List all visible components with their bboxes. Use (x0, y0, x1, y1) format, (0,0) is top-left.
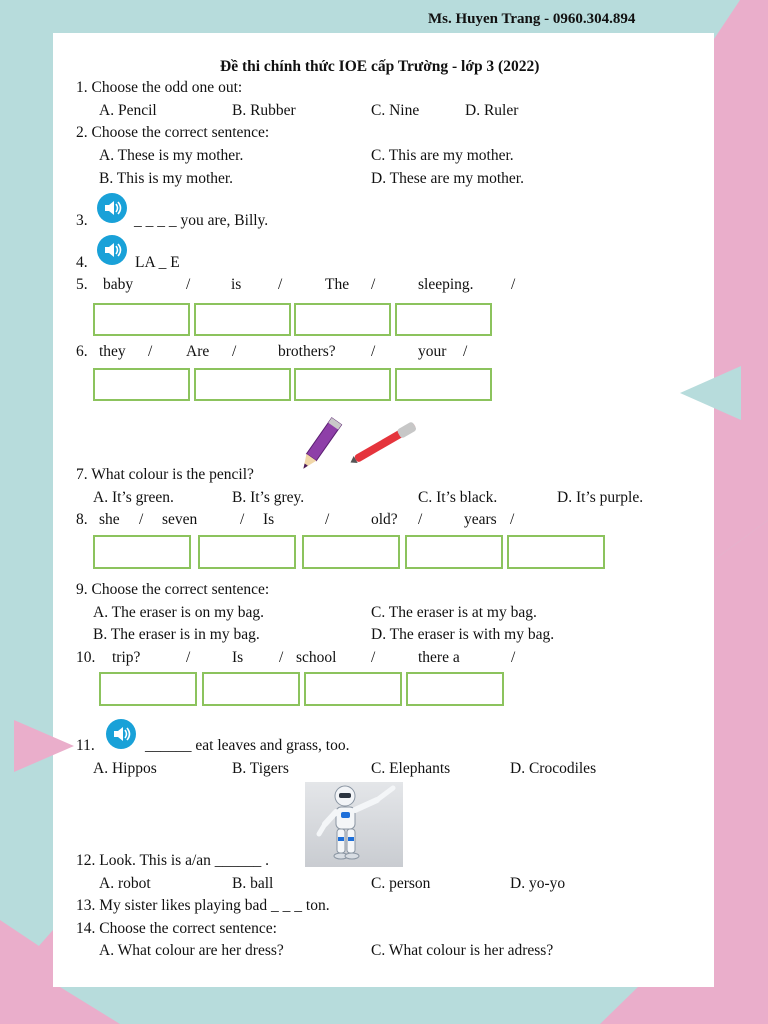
q13-prompt: 13. My sister likes playing bad _ _ _ ton. (76, 897, 330, 914)
answer-box[interactable] (93, 368, 190, 401)
q5-word: / (278, 276, 283, 293)
q2-option-c[interactable]: C. This are my mother. (371, 147, 514, 164)
q14-prompt: 14. Choose the correct sentence: (76, 920, 277, 937)
q5-word: / (371, 276, 376, 293)
q5-word: / (186, 276, 191, 293)
q6-word: Are (186, 343, 210, 360)
q9-prompt: 9. Choose the correct sentence: (76, 581, 270, 598)
answer-box[interactable] (93, 303, 190, 336)
triangle-left-marker (14, 720, 74, 772)
q12-option-b[interactable]: B. ball (232, 875, 274, 892)
q12-prompt: 12. Look. This is a/an ______ . (76, 852, 270, 869)
q11-option-b[interactable]: B. Tigers (232, 760, 289, 777)
q5-word: baby (103, 276, 134, 293)
q11-option-d[interactable]: D. Crocodiles (510, 760, 597, 777)
q10-word: / (511, 649, 516, 666)
q5-word: is (231, 276, 242, 293)
q9-option-a[interactable]: A. The eraser is on my bag. (93, 604, 265, 621)
answer-box[interactable] (405, 535, 503, 569)
q2-option-a[interactable]: A. These is my mother. (99, 147, 244, 164)
answer-box[interactable] (294, 368, 391, 401)
q8-word: Is (263, 511, 275, 528)
q10-word: Is (232, 649, 244, 666)
q11-number: 11. (76, 737, 95, 754)
q3-number: 3. (76, 212, 88, 229)
q10-word: / (371, 649, 376, 666)
answer-box[interactable] (194, 368, 291, 401)
q14-option-a[interactable]: A. What colour are her dress? (99, 942, 284, 959)
answer-box[interactable] (99, 672, 197, 706)
q12-option-c[interactable]: C. person (371, 875, 431, 892)
speaker-icon[interactable] (97, 193, 127, 223)
answer-box[interactable] (194, 303, 291, 336)
q8-word: / (240, 511, 245, 528)
q5-number: 5. (76, 276, 88, 293)
header-credit: Ms. Huyen Trang - 0960.304.894 (428, 11, 636, 27)
triangle-right-marker (680, 366, 742, 420)
q3-text: _ _ _ _ you are, Billy. (134, 212, 269, 229)
q8-word: old? (371, 511, 398, 528)
q11-option-c[interactable]: C. Elephants (371, 760, 451, 777)
q10-word: there a (418, 649, 460, 666)
speaker-icon[interactable] (97, 235, 127, 265)
q12-option-a[interactable]: A. robot (99, 875, 151, 892)
q8-word: seven (162, 511, 198, 528)
q6-word: / (232, 343, 237, 360)
q10-word: trip? (112, 649, 141, 666)
q9-option-d[interactable]: D. The eraser is with my bag. (371, 626, 555, 643)
q6-word: your (418, 343, 447, 360)
q5-word: / (511, 276, 516, 293)
q1-prompt: 1. Choose the odd one out: (76, 79, 243, 96)
q10-word: / (186, 649, 191, 666)
q14-option-c[interactable]: C. What colour is her adress? (371, 942, 554, 959)
q10-word: school (296, 649, 337, 666)
robot-image (305, 782, 403, 867)
q6-word: brothers? (278, 343, 336, 360)
q11-option-a[interactable]: A. Hippos (93, 760, 157, 777)
q1-option-a[interactable]: A. Pencil (99, 102, 157, 119)
answer-box[interactable] (202, 672, 300, 706)
q2-prompt: 2. Choose the correct sentence: (76, 124, 270, 141)
q5-word: The (325, 276, 350, 293)
answer-box[interactable] (302, 535, 400, 569)
red-pen-image (345, 417, 427, 467)
speaker-icon[interactable] (106, 719, 136, 749)
answer-box[interactable] (507, 535, 605, 569)
answer-box[interactable] (395, 303, 492, 336)
q8-word: / (418, 511, 423, 528)
q6-word: / (148, 343, 153, 360)
q7-option-c[interactable]: C. It’s black. (418, 489, 498, 506)
q10-number: 10. (76, 649, 96, 666)
q7-prompt: 7. What colour is the pencil? (76, 466, 254, 483)
q7-option-b[interactable]: B. It’s grey. (232, 489, 305, 506)
q8-number: 8. (76, 511, 88, 528)
q4-number: 4. (76, 254, 88, 271)
q1-option-c[interactable]: C. Nine (371, 102, 420, 119)
q6-word: / (371, 343, 376, 360)
q8-word: years (464, 511, 497, 528)
answer-box[interactable] (304, 672, 402, 706)
answer-box[interactable] (198, 535, 296, 569)
q8-word: / (325, 511, 330, 528)
q7-option-d[interactable]: D. It’s purple. (557, 489, 644, 506)
q6-word: they (99, 343, 126, 360)
q10-word: / (279, 649, 284, 666)
q8-word: she (99, 511, 120, 528)
q7-option-a[interactable]: A. It’s green. (93, 489, 174, 506)
q8-word: / (139, 511, 144, 528)
q8-word: / (510, 511, 515, 528)
q1-option-d[interactable]: D. Ruler (465, 102, 519, 119)
q2-option-d[interactable]: D. These are my mother. (371, 170, 524, 187)
q9-option-c[interactable]: C. The eraser is at my bag. (371, 604, 537, 621)
q1-option-b[interactable]: B. Rubber (232, 102, 296, 119)
answer-box[interactable] (93, 535, 191, 569)
q6-number: 6. (76, 343, 88, 360)
q2-option-b[interactable]: B. This is my mother. (99, 170, 234, 187)
q12-option-d[interactable]: D. yo-yo (510, 875, 566, 892)
q5-word: sleeping. (418, 276, 474, 293)
q4-text: LA _ E (135, 254, 180, 271)
q6-word: / (463, 343, 468, 360)
page-title: Đề thi chính thức IOE cấp Trường - lớp 3 (2022) (220, 58, 540, 75)
answer-box[interactable] (294, 303, 391, 336)
q9-option-b[interactable]: B. The eraser is in my bag. (93, 626, 260, 643)
purple-pencil-image (296, 414, 344, 476)
q11-text: ______ eat leaves and grass, too. (145, 737, 350, 754)
answer-box[interactable] (406, 672, 504, 706)
answer-box[interactable] (395, 368, 492, 401)
